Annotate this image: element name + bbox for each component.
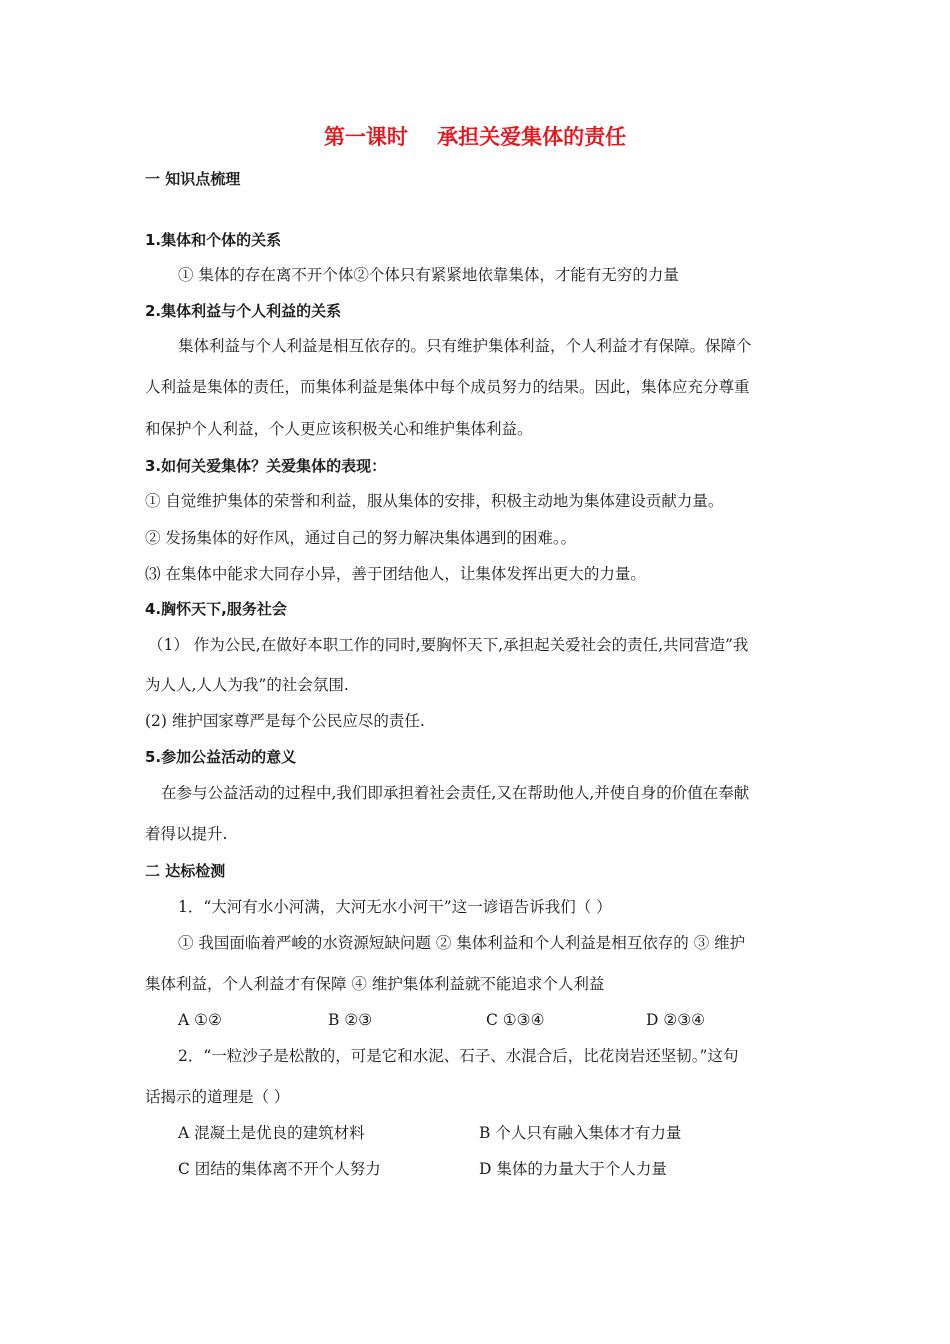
question-2-option-a: A 混凝土是优良的建筑材料 xyxy=(178,1124,365,1142)
item-2-line: 集体利益与个人利益是相互依存的。只有维护集体利益，个人利益才有保障。保障个 xyxy=(178,337,752,355)
section-heading-knowledge: 一 知识点梳理 xyxy=(145,170,241,188)
item-3-line: ② 发扬集体的好作风，通过自己的努力解决集体遇到的困难。。 xyxy=(145,529,577,547)
question-1-stem: 1．“大河有水小河满，大河无水小河干”这一谚语告诉我们（ ） xyxy=(178,898,612,916)
page-title: 第一课时 承担关爱集体的责任 xyxy=(323,125,627,149)
item-5-line: 着得以提升. xyxy=(145,825,228,843)
item-1-line: ① 集体的存在离不开个体②个体只有紧紧地依靠集体，才能有无穷的力量 xyxy=(178,266,679,284)
section-heading-test: 二 达标检测 xyxy=(145,862,226,880)
item-3-line: ① 自觉维护集体的荣誉和利益，服从集体的安排，积极主动地为集体建设贡献力量。 xyxy=(145,492,724,510)
item-5-line: 在参与公益活动的过程中,我们即承担着社会责任,又在帮助他人,并使自身的价值在奉献 xyxy=(161,784,750,802)
question-1-option-d: D ②③④ xyxy=(646,1011,706,1029)
question-2-stem: 话揭示的道理是（ ） xyxy=(145,1088,290,1106)
item-heading-4: 4.胸怀天下,服务社会 xyxy=(145,600,287,618)
item-heading-1: 1.集体和个体的关系 xyxy=(145,231,282,249)
item-2-line: 和保护个人利益，个人更应该积极关心和维护集体利益。 xyxy=(145,420,533,438)
item-heading-2: 2.集体利益与个人利益的关系 xyxy=(145,302,342,320)
item-4-line: (2) 维护国家尊严是每个公民应尽的责任. xyxy=(145,712,425,730)
question-2-stem: 2．“一粒沙子是松散的，可是它和水泥、石子、水混合后，比花岗岩还坚韧。”这句 xyxy=(178,1047,739,1065)
item-4-line: 为人人,人人为我”的社会氛围. xyxy=(145,676,349,694)
question-1-stem: ① 我国面临着严峻的水资源短缺问题 ② 集体利益和个人利益是相互依存的 ③ 维护 xyxy=(178,934,746,952)
item-2-line: 人利益是集体的责任，而集体利益是集体中每个成员努力的结果。因此，集体应充分尊重 xyxy=(145,378,750,396)
item-heading-5: 5.参加公益活动的意义 xyxy=(145,748,297,766)
item-heading-3: 3.如何关爱集体？关爱集体的表现： xyxy=(145,457,387,475)
question-2-option-d: D 集体的力量大于个人力量 xyxy=(479,1160,667,1178)
item-3-line: ⑶ 在集体中能求大同存小异，善于团结他人，让集体发挥出更大的力量。 xyxy=(145,565,646,583)
item-4-line: （1） 作为公民,在做好本职工作的同时,要胸怀天下,承担起关爱社会的责任,共同营造”我 xyxy=(148,636,749,654)
question-1-option-c: C ①③④ xyxy=(486,1011,545,1029)
question-1-option-b: B ②③ xyxy=(328,1011,373,1029)
question-2-option-b: B 个人只有融入集体才有力量 xyxy=(479,1124,682,1142)
question-2-option-c: C 团结的集体离不开个人努力 xyxy=(178,1160,381,1178)
question-1-option-a: A ①② xyxy=(178,1011,222,1029)
question-1-stem: 集体利益，个人利益才有保障 ④ 维护集体利益就不能追求个人利益 xyxy=(145,975,605,993)
